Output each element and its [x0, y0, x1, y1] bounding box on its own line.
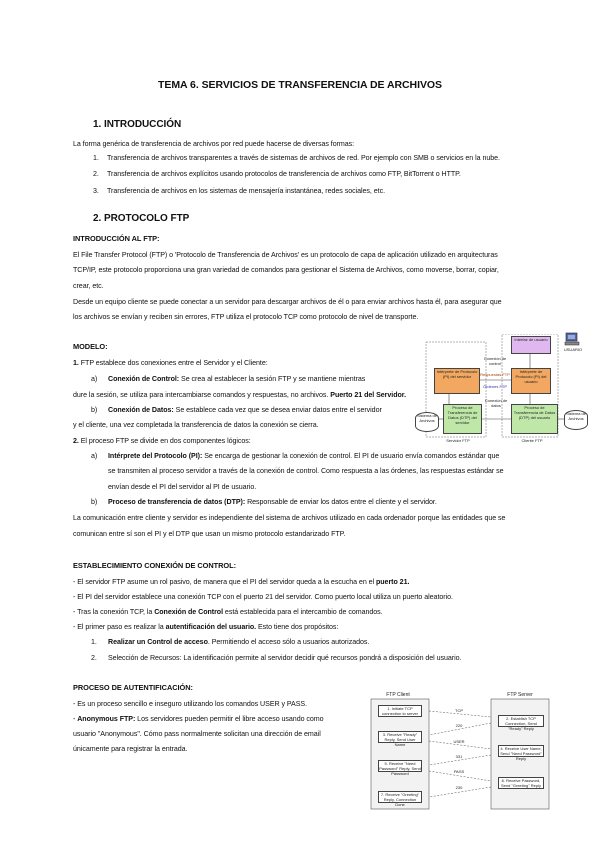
client-label: Cliente FTP [521, 438, 543, 443]
paragraph-line: Desde un equipo cliente se puede conectar a un servidor para descargar archivos de él o para enviar archivos hasta él, para asegurar que [73, 298, 502, 306]
paragraph-line: los archivos se envían y reciben sin errores, FTP utiliza el protocolo TCP como protocolo de nivel de transporte. [73, 313, 419, 321]
client-step: 5. Receive "Need Password" Reply, Send Password [379, 761, 421, 776]
pi-label: a) [91, 452, 98, 460]
server-label: Servidor FTP [446, 438, 470, 443]
text: Responsable de enviar los datos entre el cliente y el servidor. [245, 498, 437, 506]
bold: Conexión de Control [154, 608, 223, 616]
text: Se encarga de gestionar la conexión de control. El PI de usuario envía comandos estándar que [202, 452, 500, 460]
auth-line: - Es un proceso sencillo e inseguro utilizando los comandos USER y PASS. [73, 700, 308, 708]
paragraph-line: crear, etc. [73, 282, 104, 290]
dtp-server-box: Proceso de Transferencia de Datos (DTP) del servidor [443, 404, 482, 434]
control-line [73, 622, 338, 632]
section-2-heading: 2. PROTOCOLO FTP [93, 213, 190, 224]
modelo-a-label: a) [91, 375, 98, 383]
modelo-point-1 [73, 358, 268, 368]
page-title: TEMA 6. SERVICIOS DE TRANSFERENCIA DE ARCHIVOS [158, 79, 442, 91]
text: dure la sesión, se utiliza para intercambiarse comandos y respuestas, no archivos. [73, 391, 331, 399]
auth-line: únicamente para registrar la entrada. [73, 745, 188, 753]
message-label: 220 [455, 723, 463, 728]
list-item-num: 1. [93, 154, 99, 162]
interfaz-box: Interfaz de usuario [511, 336, 551, 354]
modelo-b [108, 405, 382, 415]
usuario-label: USUARIO [563, 347, 583, 352]
num: 2. [73, 437, 79, 445]
modelo-a [108, 374, 365, 384]
server-title: FTP Server [507, 692, 533, 698]
control-heading: ESTABLECIMIENTO CONEXIÓN DE CONTROL: [73, 561, 236, 570]
text: Se crea al establecer la sesión FTP y se mantiene mientras [179, 375, 366, 383]
dtp-label: b) [91, 498, 98, 506]
control-line [73, 607, 383, 617]
text: - El servidor FTP asume un rol pasivo, de manera que el PI del servidor queda a la escucha en el [73, 578, 376, 586]
section-1-heading: 1. INTRODUCCIÓN [93, 119, 182, 130]
closing-line: La comunicación entre cliente y servidor es independiente del sistema de archivos utilizado en cada ordenador porque las entidades que se [73, 514, 506, 522]
text: El proceso FTP se divide en dos componentes lógicos: [78, 437, 251, 445]
bold: Proceso de transferencia de datos (DTP): [108, 498, 246, 506]
bold: Conexión de Datos: [108, 406, 174, 414]
pi-user-box: Intérprete de Protocolo (PI) del usuario [511, 368, 551, 394]
control-item [108, 637, 369, 647]
auth-sequence-diagram [366, 693, 554, 813]
modelo-heading: MODELO: [73, 342, 108, 351]
text: está establecida para el intercambio de comandos. [223, 608, 383, 616]
pi-cont: se transmiten al proceso servidor a través de la conexión de control. Como respuesta a las órdenes, las respuestas estándar se [108, 467, 504, 475]
paragraph-line: TCP/IP, este protocolo proporciona una gran variedad de comandos para gestionar el Sistema de Archivos, como moverse, borrar, copiar, [73, 266, 499, 274]
control-item-num: 1. [91, 638, 97, 646]
modelo-b-cont: y el cliente, una vez completada la transferencia de datos la conexión se cierra. [73, 421, 319, 429]
bold: autentificación del usuario. [165, 623, 257, 631]
pi-cont: envían desde el PI del servidor al PI de usuario. [108, 483, 257, 491]
fs-server: Sistema de Archivos [415, 412, 439, 432]
text: . Permitiendo el acceso sólo a usuarios autorizados. [207, 638, 370, 646]
control-line: - El PI del servidor establece una conexión TCP con el puerto 21 del servidor. Como puerto local utiliza un puerto aleatorio. [73, 593, 453, 601]
client-title: FTP Client [386, 692, 410, 698]
list-item-num: 3. [93, 187, 99, 195]
modelo-b-label: b) [91, 406, 98, 414]
text: - Tras la conexión TCP, la [73, 608, 155, 616]
list-item: Transferencia de archivos explícitos usando protocolos de transferencia de archivos como FTP, BitTorrent o HTTP. [107, 170, 461, 178]
bold: Realizar un Control de acceso [108, 638, 208, 646]
text: Esto tiene dos propósitos: [256, 623, 339, 631]
pi-server-box: Intérprete de Protocolo (PI) del servidor [434, 368, 480, 394]
bold: Anonymous FTP: [77, 715, 136, 723]
sec1-intro: La forma genérica de transferencia de archivos por red puede hacerse de diversas formas: [73, 140, 355, 148]
control-line [73, 577, 409, 587]
client-step: 3. Receive "Ready" Reply, Send User Name [378, 731, 422, 743]
conn-control-label: Conexión de control [483, 356, 507, 366]
dtp-user-box: Proceso de Transferencia de Datos (DTP) del usuario [511, 404, 558, 434]
closing-line: comunican entre sí son el PI y el DTP que usan un mismo protocolo estandarizado FTP. [73, 530, 346, 538]
respuestas-label: Respuestas FTP [480, 372, 510, 377]
modelo-point-2 [73, 436, 251, 446]
paragraph-line: El File Transfer Protocol (FTP) o 'Protocolo de Transferencia de Archivos' es un protocolo de capa de aplicación utilizado en arquitecturas [73, 251, 498, 259]
text: Los servidores pueden permitir el libre acceso usando como [135, 715, 324, 723]
bold: puerto 21. [375, 578, 410, 586]
text: - [73, 715, 78, 723]
client-step: 7. Receive "Greeting" Reply, Connection Done [378, 791, 422, 803]
message-label: USER [453, 739, 465, 744]
fs-user: Sistema de Archivos [564, 410, 588, 430]
list-item: Transferencia de archivos en los sistemas de mensajería instantánea, redes sociales, etc. [107, 187, 385, 195]
conn-datos-label: Conexión de datos [484, 398, 508, 408]
ftp-model-diagram [414, 334, 586, 446]
auth-heading: PROCESO DE AUTENTIFICACIÓN: [73, 683, 193, 692]
message-label: TCP [455, 708, 463, 713]
bold: Conexión de Control: [108, 375, 180, 383]
auth-line [73, 714, 324, 724]
message-label: PASS [453, 769, 465, 774]
intro-ftp-heading: INTRODUCCIÓN AL FTP: [73, 234, 160, 243]
num: 1. [73, 359, 79, 367]
text: FTP establece dos conexiones entre el Servidor y el Cliente: [78, 359, 268, 367]
client-step: 1. Initiate TCP connection to server [378, 705, 422, 717]
pi-line [108, 451, 499, 461]
dtp-line [108, 497, 437, 507]
modelo-a-cont [73, 390, 406, 400]
server-step: 6. Receive Password, Send "Greeting" Reply [498, 777, 544, 789]
text: Se establece cada vez que se desea enviar datos entre el servidor [173, 406, 382, 414]
list-item-num: 2. [93, 170, 99, 178]
message-label: 230 [455, 785, 463, 790]
list-item: Transferencia de archivos transparentes a través de sistemas de archivos de red. Por ejemplo con SMB o servicios en la nube. [107, 154, 500, 162]
ordenes-label: Órdenes FTP [482, 384, 507, 389]
bold: Intérprete del Protocolo (PI): [108, 452, 203, 460]
message-label: 331 [455, 754, 463, 759]
control-item-num: 2. [91, 654, 97, 662]
auth-line: usuario "Anonymous". Cómo pass normalmente solicitan una dirección de email [73, 730, 321, 738]
server-step: 4. Receive User Name, Send "Need Password" Reply [498, 745, 544, 757]
server-step: 2. Establish TCP Connection, Send "Ready" Reply [498, 715, 544, 727]
bold: Puerto 21 del Servidor. [330, 391, 407, 399]
control-item: Selección de Recursos: La identificación permite al servidor decidir qué recursos pondrá a disposición del usuario. [108, 654, 462, 662]
text: - El primer paso es realizar la [73, 623, 166, 631]
